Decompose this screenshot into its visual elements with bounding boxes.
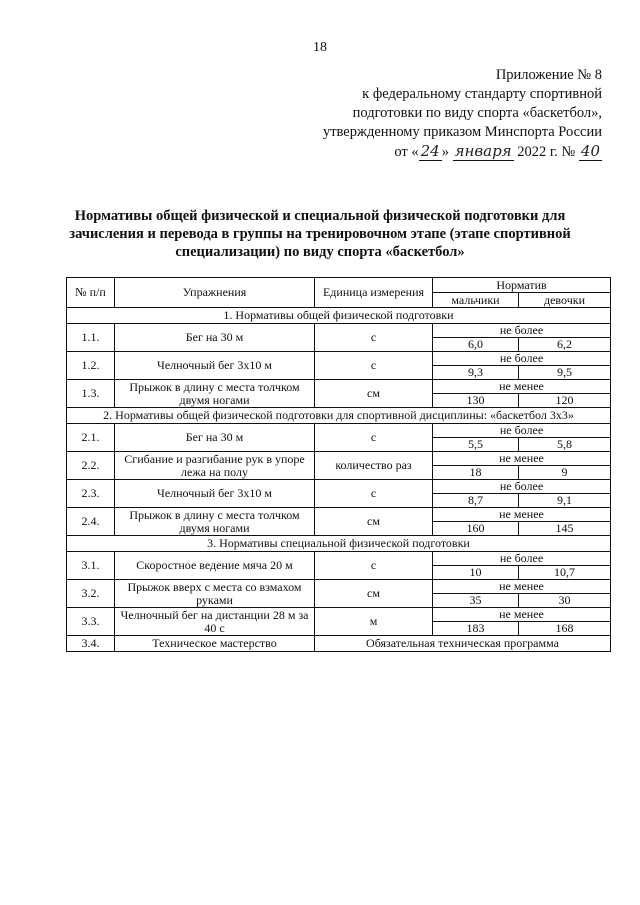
row-exercise: Прыжок вверх с места со взмахом руками — [115, 580, 315, 608]
appendix-line-1: Приложение № 8 — [495, 67, 602, 83]
row-number: 3.1. — [67, 552, 115, 580]
date-day: 24 — [420, 142, 440, 160]
table-row — [67, 552, 611, 566]
row-number: 2.2. — [67, 452, 115, 480]
table-row — [67, 580, 611, 594]
row-girls-value: 30 — [519, 594, 611, 608]
appendix-date-line — [302, 142, 602, 162]
row-unit: количество раз — [315, 452, 433, 480]
row-girls-value: 5,8 — [519, 438, 611, 452]
row-boys-value: 8,7 — [433, 494, 519, 508]
row-exercise: Бег на 30 м — [115, 424, 315, 452]
norms-table-body — [67, 278, 611, 652]
row-exercise: Сгибание и разгибание рук в упоре лежа на полу — [115, 452, 315, 480]
document-title: Нормативы общей физической и специальной физической подготовки для зачисления и перевода в группы на тренировочном этапе (этапе спортивной специализации) по виду спорта «баскетбол» — [69, 208, 571, 260]
row-girls-value: 9 — [519, 466, 611, 480]
row-boys-value: 130 — [433, 394, 519, 408]
row-exercise: Челночный бег 3х10 м — [115, 480, 315, 508]
row-girls-value: 168 — [519, 622, 611, 636]
row-number: 3.4. — [67, 636, 115, 652]
row-exercise: Бег на 30 м — [115, 324, 315, 352]
page-number: 18 — [313, 40, 327, 55]
row-unit: см — [315, 380, 433, 408]
row-exercise: Челночный бег на дистанции 28 м за 40 с — [115, 608, 315, 636]
table-row — [67, 380, 611, 394]
appendix-line-2: к федеральному стандарту спортивной — [362, 86, 602, 102]
norms-table — [66, 277, 611, 652]
header-row — [67, 278, 611, 293]
header-girls: девочки — [519, 293, 611, 308]
row-condition: не менее — [433, 380, 611, 394]
table-row-final — [67, 636, 611, 652]
section-title-row — [67, 308, 611, 324]
row-girls-value: 145 — [519, 522, 611, 536]
row-unit: см — [315, 580, 433, 608]
table-row — [67, 424, 611, 438]
row-unit: с — [315, 424, 433, 452]
row-condition: не менее — [433, 580, 611, 594]
section-title: 1. Нормативы общей физической подготовки — [67, 308, 611, 324]
row-boys-value: 18 — [433, 466, 519, 480]
row-condition: не менее — [433, 508, 611, 522]
row-condition: не более — [433, 552, 611, 566]
row-number: 3.2. — [67, 580, 115, 608]
row-condition: не более — [433, 424, 611, 438]
row-boys-value: 35 — [433, 594, 519, 608]
header-unit: Единица измерения — [315, 278, 433, 308]
table-row — [67, 608, 611, 622]
row-condition: не более — [433, 352, 611, 366]
row-boys-value: 183 — [433, 622, 519, 636]
section-title-row — [67, 536, 611, 552]
row-number: 3.3. — [67, 608, 115, 636]
row-boys-value: 9,3 — [433, 366, 519, 380]
row-girls-value: 10,7 — [519, 566, 611, 580]
date-month: января — [454, 142, 512, 160]
row-merged-requirement: Обязательная техническая программа — [315, 636, 611, 652]
row-exercise: Скоростное ведение мяча 20 м — [115, 552, 315, 580]
row-girls-value: 6,2 — [519, 338, 611, 352]
order-number: 40 — [580, 142, 600, 160]
table-row — [67, 452, 611, 466]
header-exercise: Упражнения — [115, 278, 315, 308]
row-number: 1.2. — [67, 352, 115, 380]
appendix-block — [302, 66, 602, 162]
row-boys-value: 10 — [433, 566, 519, 580]
header-norm: Норматив — [433, 278, 611, 293]
row-exercise: Челночный бег 3х10 м — [115, 352, 315, 380]
row-unit: см — [315, 508, 433, 536]
date-mid: » — [441, 144, 449, 160]
table-row — [67, 480, 611, 494]
row-number: 2.1. — [67, 424, 115, 452]
row-girls-value: 9,5 — [519, 366, 611, 380]
row-girls-value: 9,1 — [519, 494, 611, 508]
row-boys-value: 160 — [433, 522, 519, 536]
row-unit: с — [315, 324, 433, 352]
date-prefix: от « — [394, 144, 419, 160]
row-number: 1.1. — [67, 324, 115, 352]
row-girls-value: 120 — [519, 394, 611, 408]
date-year: 2022 г. № — [517, 144, 576, 160]
header-num: № п/п — [67, 278, 115, 308]
row-condition: не менее — [433, 452, 611, 466]
header-boys: мальчики — [433, 293, 519, 308]
row-condition: не более — [433, 480, 611, 494]
appendix-line-4: утвержденному приказом Минспорта России — [322, 124, 602, 140]
table-row — [67, 508, 611, 522]
row-unit: с — [315, 352, 433, 380]
row-number: 2.3. — [67, 480, 115, 508]
section-title: 3. Нормативы специальной физической подготовки — [67, 536, 611, 552]
row-boys-value: 5,5 — [433, 438, 519, 452]
row-unit: с — [315, 552, 433, 580]
row-unit: м — [315, 608, 433, 636]
row-unit: с — [315, 480, 433, 508]
row-boys-value: 6,0 — [433, 338, 519, 352]
section-title: 2. Нормативы общей физической подготовки для спортивной дисциплины: «баскетбол 3х3» — [67, 408, 611, 424]
row-exercise: Техническое мастерство — [115, 636, 315, 652]
table-row — [67, 324, 611, 338]
table-row — [67, 352, 611, 366]
row-exercise: Прыжок в длину с места толчком двумя ногами — [115, 508, 315, 536]
row-number: 2.4. — [67, 508, 115, 536]
row-number: 1.3. — [67, 380, 115, 408]
section-title-row — [67, 408, 611, 424]
row-condition: не менее — [433, 608, 611, 622]
row-condition: не более — [433, 324, 611, 338]
row-exercise: Прыжок в длину с места толчком двумя ногами — [115, 380, 315, 408]
appendix-line-3: подготовки по виду спорта «баскетбол», — [352, 105, 602, 121]
